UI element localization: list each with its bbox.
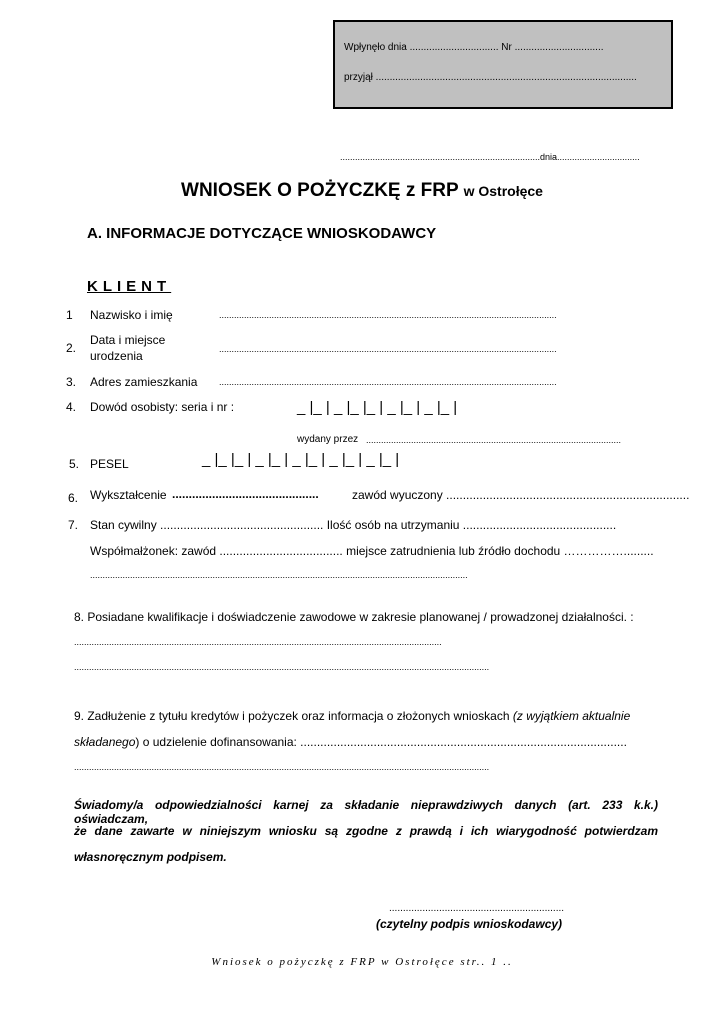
page-footer: Wniosek o pożyczkę z FRP w Ostrołęce str.. 1 .. bbox=[211, 956, 513, 968]
debt-label-line1 bbox=[74, 709, 630, 723]
field-2-dots[interactable]: ....................................................................................................................................... bbox=[219, 344, 557, 354]
pesel-boxes[interactable]: _ |_ |_ | _ |_ | _ |_ | _ |_ | _ |_ | bbox=[202, 451, 400, 468]
field-3-label: Adres zamieszkania bbox=[90, 375, 198, 389]
debt-label-line2 bbox=[74, 735, 627, 749]
klient-heading: KLIENT bbox=[87, 278, 172, 295]
field-5-number: 5. bbox=[69, 457, 80, 471]
field-3-dots[interactable]: ....................................................................................................................................... bbox=[219, 377, 557, 387]
qualifications-dots-2[interactable]: ...................................................................................................................................................................... bbox=[74, 662, 490, 672]
field-2-number: 2. bbox=[66, 341, 77, 355]
field-6-number: 6. bbox=[68, 491, 79, 505]
field-2-label-line1: Data i miejsce bbox=[90, 333, 166, 347]
debt-label-cont: ) o udzielenie dofinansowania bbox=[135, 735, 294, 749]
issued-by-dots[interactable]: ...................................................................................................... bbox=[366, 435, 622, 445]
page-title bbox=[0, 180, 724, 202]
section-a-heading: A. INFORMACJE DOTYCZĄCE WNIOSKODAWCY bbox=[87, 225, 437, 242]
signature-caption: (czytelny podpis wnioskodawcy) bbox=[376, 917, 563, 931]
field-4-number: 4. bbox=[66, 400, 77, 414]
registry-box bbox=[333, 20, 673, 109]
debt-label-text: 9. Zadłużenie z tytułu kredytów i pożyczek oraz informacja o złożonych wnioskach bbox=[74, 709, 513, 723]
field-1-dots[interactable]: ....................................................................................................................................... bbox=[219, 310, 557, 320]
education-dots[interactable]: ............................................ bbox=[172, 487, 319, 501]
signature-dots[interactable]: ............................................................... bbox=[389, 903, 565, 914]
field-2-label-line2: urodzenia bbox=[90, 349, 143, 363]
id-number-boxes[interactable]: _ |_ | _ |_ |_ | _ |_ | _ |_ | bbox=[297, 399, 458, 416]
declaration-line3: własnoręcznym podpisem. bbox=[74, 850, 227, 864]
debt-label-italic: (z wyjątkiem aktualnie bbox=[512, 709, 631, 723]
field-4-label: Dowód osobisty: seria i nr : bbox=[90, 400, 235, 414]
field-6-label: Wykształcenie bbox=[90, 488, 167, 502]
field-1-number: 1 bbox=[66, 308, 73, 322]
field-7-number: 7. bbox=[68, 518, 79, 532]
issued-by-label: wydany przez bbox=[297, 434, 359, 445]
title-suffix: w Ostrołęce bbox=[463, 183, 543, 199]
qualifications-label: 8. Posiadane kwalifikacje i doświadczenie zawodowe w zakresie planowanej / prowadzonej działalności. : bbox=[74, 610, 634, 624]
marital-status-line[interactable]: Stan cywilny ................................................. Ilość osób na utrzymaniu .............................................. bbox=[90, 518, 617, 532]
title-main: WNIOSEK O POŻYCZKĘ z FRP bbox=[181, 180, 459, 201]
date-line: ................................................................................dnia................................. bbox=[340, 152, 640, 162]
profession-field[interactable]: zawód wyuczony ......................................................................... bbox=[352, 488, 690, 502]
received-by-line: przyjął .............................................................................................. bbox=[344, 72, 637, 83]
declaration-line1: Świadomy/a odpowiedzialności karnej za składanie nieprawdziwych danych (art. 233 k.k.) oświadczam, bbox=[74, 798, 658, 826]
debt-italic-current: składanego bbox=[74, 735, 136, 749]
spouse-line[interactable]: Współmałżonek: zawód ..................................... miejsce zatrudnienia lub źródło dochodu ……………......... bbox=[90, 544, 654, 558]
field-7-extra-dots[interactable]: ....................................................................................................................................................... bbox=[90, 570, 468, 580]
field-1-label: Nazwisko i imię bbox=[90, 308, 173, 322]
field-5-label: PESEL bbox=[90, 457, 129, 471]
debt-dots-2[interactable]: ...................................................................................................................................................................... bbox=[74, 762, 490, 772]
qualifications-dots-1[interactable]: ................................................................................................................................................... bbox=[74, 637, 442, 647]
field-3-number: 3. bbox=[66, 375, 77, 389]
declaration-line2: że dane zawarte w niniejszym wniosku są zgodne z prawdą i ich wiarygodność potwierdzam bbox=[74, 824, 658, 838]
received-date-line: Wpłynęło dnia ................................ Nr ................................ bbox=[344, 42, 604, 53]
debt-dots[interactable]: : .................................................................................................. bbox=[293, 735, 627, 749]
